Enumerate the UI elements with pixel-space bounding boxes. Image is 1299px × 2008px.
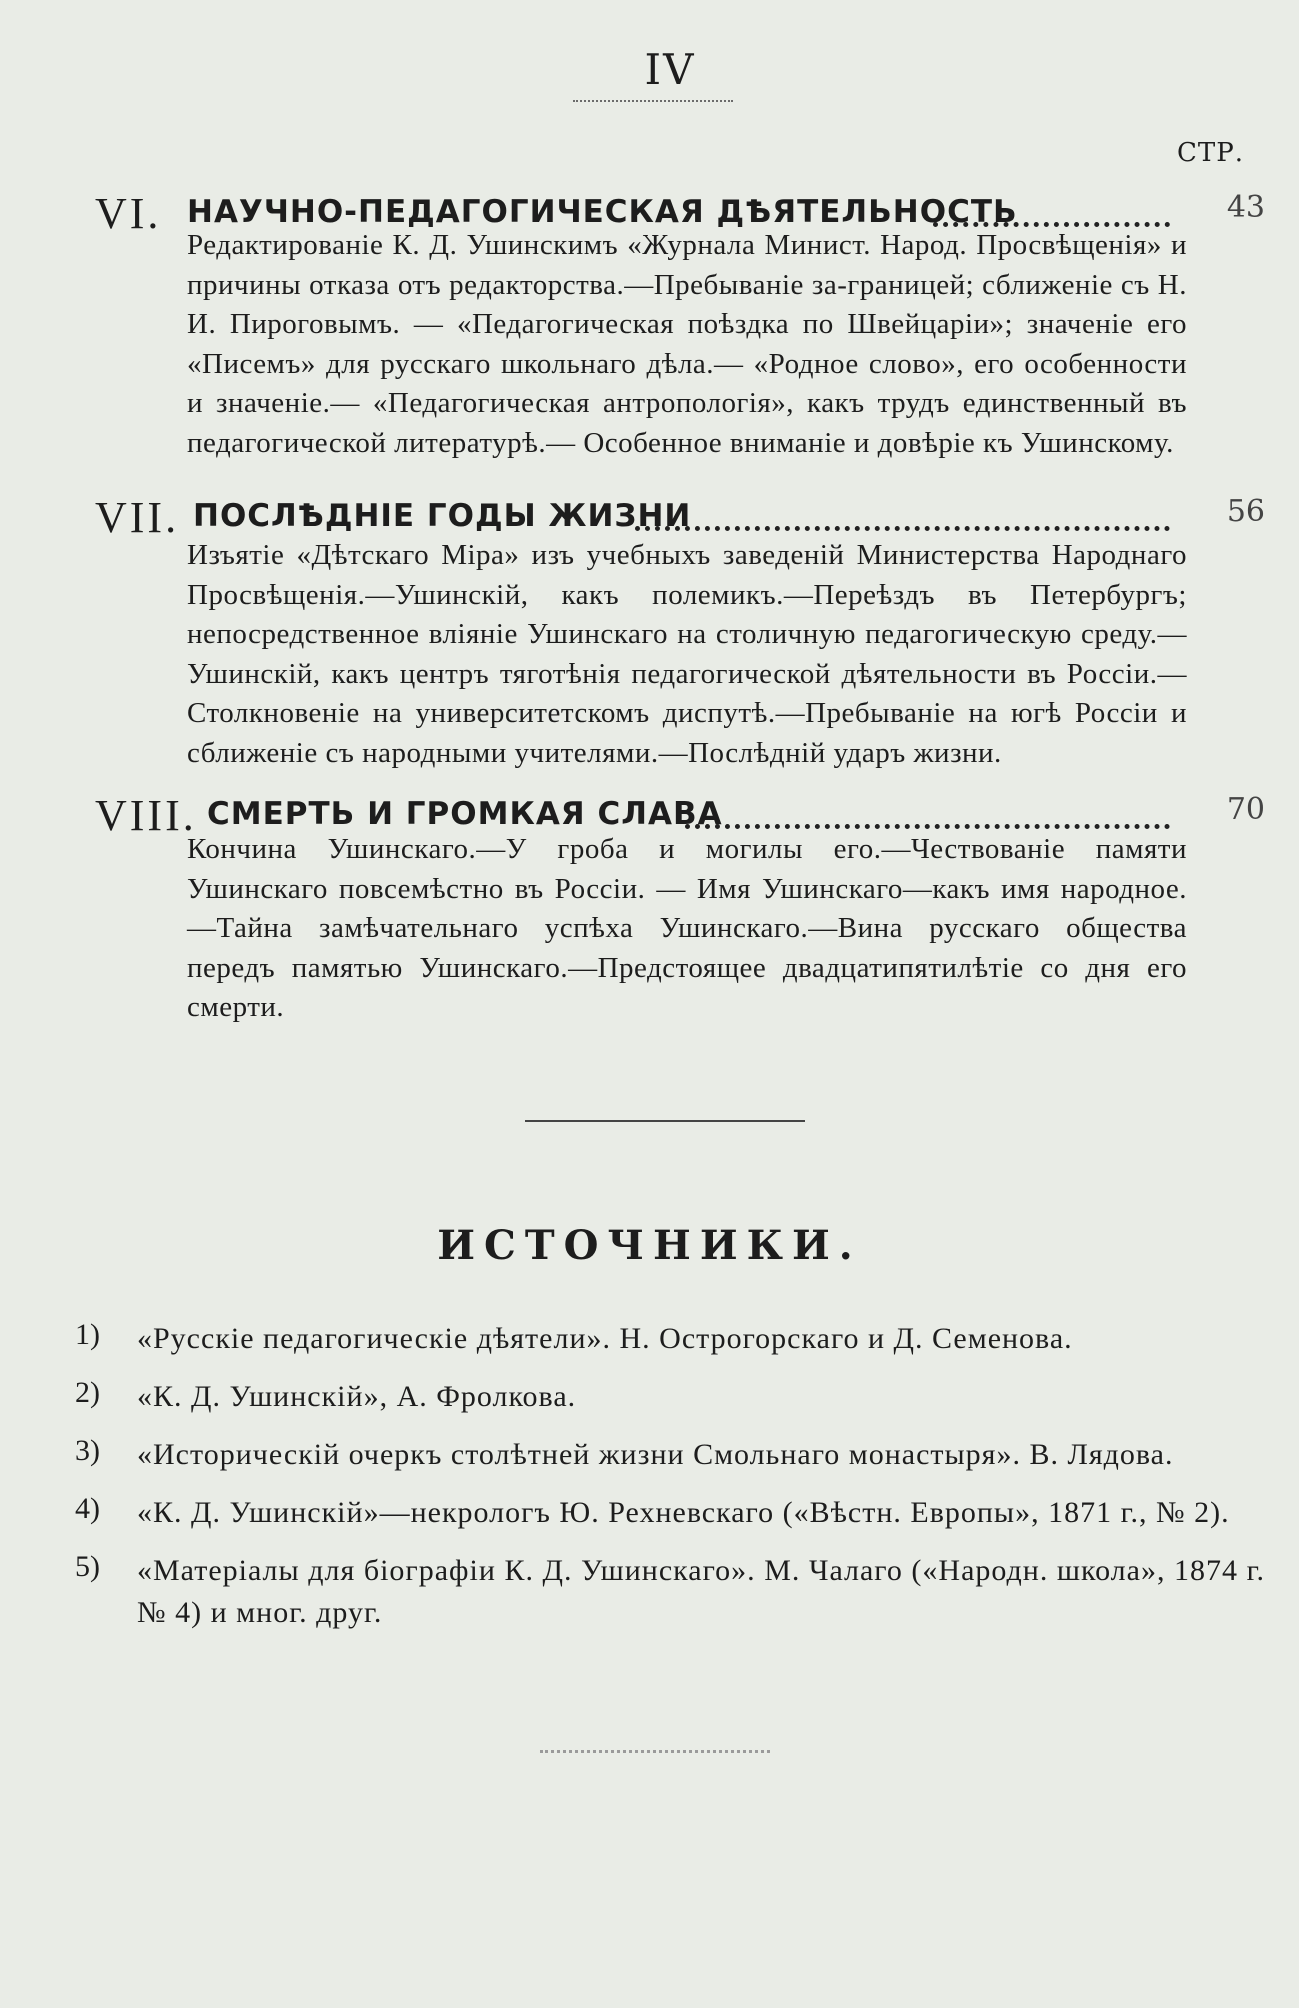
dot-leader: [635, 526, 1170, 531]
toc-entry-chapter-6: [95, 188, 1265, 459]
source-text: «Русскіе педагогическіе дѣятели». Н. Острогорскаго и Д. Семенова.: [137, 1322, 1073, 1355]
chapter-page-number: 43: [1226, 190, 1265, 225]
source-item: [75, 1550, 1265, 1634]
page-column-header: СТР.: [1177, 138, 1244, 168]
chapter-title: СМЕРТЬ И ГРОМКАЯ СЛАВА: [207, 796, 723, 832]
header-dotted-rule: [573, 100, 733, 102]
source-number: 2): [75, 1376, 100, 1409]
toc-entry-chapter-7: [95, 492, 1265, 769]
source-text: «К. Д. Ушинскій», А. Фролкова.: [137, 1380, 577, 1413]
dot-leader: [685, 824, 1170, 829]
chapter-numeral: VIII.: [95, 791, 197, 840]
toc-entry-chapter-8: [95, 790, 1265, 1023]
source-text: «К. Д. Ушинскій»—некрологъ Ю. Рехневскаго («Вѣстн. Европы», 1871 г., № 2).: [137, 1496, 1230, 1529]
source-number: 4): [75, 1492, 100, 1525]
chapter-page-number: 56: [1226, 494, 1265, 529]
source-item: [75, 1434, 1265, 1476]
chapter-title: НАУЧНО-ПЕДАГОГИЧЕСКАЯ ДѢЯТЕЛЬНОСТЬ: [187, 194, 1018, 230]
source-number: 3): [75, 1434, 100, 1467]
chapter-summary: Изъятіе «Дѣтскаго Міра» изъ учебныхъ заведеній Министерства Народнаго Просвѣщенія.—Ушинскій, какъ полемикъ.—Переѣздъ въ Петербургъ; непосредственное вліяніе Ушинскаго на столичную педагогическую среду.—Ушинскій, какъ центръ тяготѣнія педагогической дѣятельности въ Россіи.—Столкновеніе на университетскомъ диспутѣ.—Пребываніе на югѣ Россіи и сближеніе съ народными учителями.—Послѣдній ударъ жизни.: [187, 539, 1187, 769]
chapter-numeral: VI.: [95, 189, 162, 238]
end-ornament: [540, 1750, 770, 1753]
page-number: IV: [644, 45, 696, 94]
source-number: 1): [75, 1318, 100, 1351]
source-number: 5): [75, 1550, 100, 1583]
source-item: [75, 1376, 1265, 1418]
source-item: [75, 1492, 1265, 1534]
chapter-summary: Кончина Ушинскаго.—У гроба и могилы его.—Чествованіе памяти Ушинскаго повсемѣстно въ Россіи. — Имя Ушинскаго—какъ имя народное.—Тайна замѣчательнаго успѣха Ушинскаго.—Вина русскаго общества передъ памятью Ушинскаго.—Предстоящее двадцатипятилѣтіе со дня его смерти.: [187, 833, 1187, 1023]
chapter-page-number: 70: [1226, 792, 1265, 827]
sources-heading: ИСТОЧНИКИ.: [437, 1222, 862, 1269]
chapter-title: ПОСЛѢДНІЕ ГОДЫ ЖИЗНИ: [193, 498, 692, 534]
source-text: «Матеріалы для біографіи К. Д. Ушинскаго». М. Чалаго («Народн. школа», 1874 г. № 4) и мног. друг.: [137, 1554, 1265, 1629]
chapter-numeral: VII.: [95, 493, 180, 542]
sources-list: [75, 1318, 1265, 1650]
chapter-summary: Редактированіе К. Д. Ушинскимъ «Журнала Минист. Народ. Просвѣщенія» и причины отказа отъ редакторства.—Пребываніе за-границей; сближеніе съ Н. И. Пироговымъ. — «Педагогическая поѣздка по Швейцаріи»; значеніе его «Писемъ» для русскаго школьнаго дѣла.— «Родное слово», его особенности и значеніе.— «Педагогическая антропологія», какъ трудъ единственный въ педагогической литературѣ.— Особенное вниманіе и довѣріе къ Ушинскому.: [187, 229, 1187, 459]
section-divider: [525, 1120, 805, 1122]
source-item: [75, 1318, 1265, 1360]
source-text: «Историческій очеркъ столѣтней жизни Смольнаго монастыря». В. Лядова.: [137, 1438, 1174, 1471]
